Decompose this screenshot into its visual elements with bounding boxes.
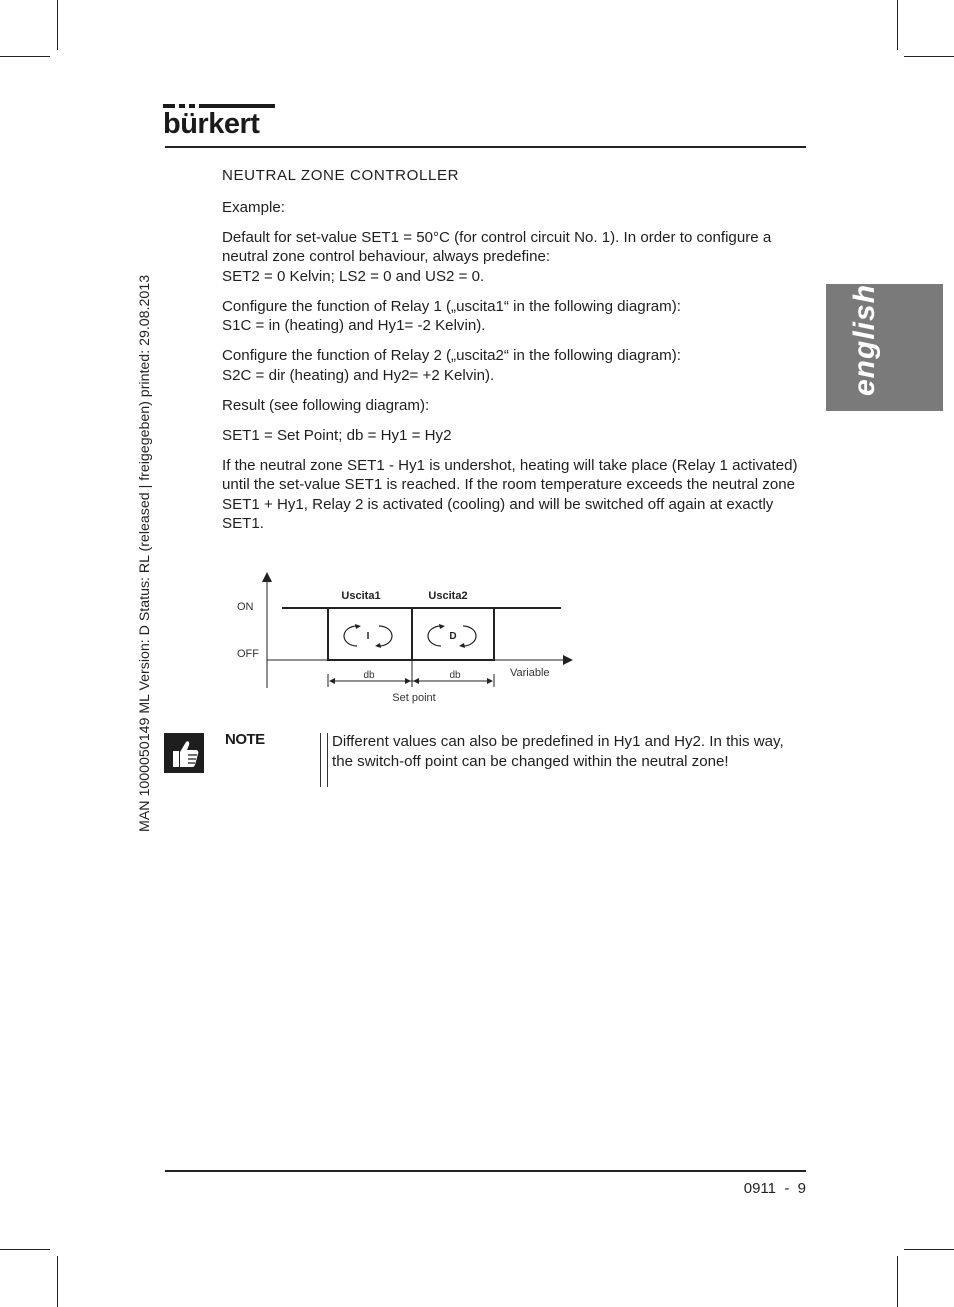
- language-label: english: [848, 283, 881, 396]
- result-formula: SET1 = Set Point; db = Hy1 = Hy2: [222, 426, 452, 444]
- paragraph-relay1-values: S1C = in (heating) and Hy1= -2 Kelvin).: [222, 317, 486, 334]
- x-axis-label: Variable: [510, 667, 550, 679]
- relay1-zone: [328, 608, 412, 660]
- paragraph-explanation: If the neutral zone SET1 - Hy1 is undershot, heating will take place (Relay 1 activated) until the set-value SET1 is reached. If the room temperature exceeds the neutral zone SET1 + Hy1, Relay 2 is activated (cooling) and will be switched off again at exactly SET1.: [222, 456, 798, 532]
- brand-name: bürkert: [163, 108, 260, 140]
- note-text: Different values can also be predefined in Hy1 and Hy2. In this way, the switch-off point can be changed within the neutral zone!: [332, 733, 784, 770]
- thumbs-up-icon: [164, 733, 204, 773]
- crop-mark: [897, 1256, 898, 1307]
- setpoint-label: Set point: [392, 692, 436, 704]
- page-number: 0911 - 9: [743, 1180, 806, 1197]
- paragraph-default-values: SET2 = 0 Kelvin; LS2 = 0 and US2 = 0.: [222, 267, 485, 285]
- paragraph-relay1-text: Configure the function of Relay 1 („uscita1“ in the following diagram):: [222, 297, 681, 315]
- mode2-symbol: D: [449, 631, 457, 642]
- db2-label: db: [449, 670, 461, 681]
- db-arrow: [329, 678, 335, 684]
- off-label: OFF: [237, 648, 259, 660]
- output2-label: Uscita2: [428, 590, 468, 602]
- brand-logo: [163, 104, 275, 142]
- note-divider: [320, 733, 321, 787]
- result-label: Result (see following diagram):: [222, 396, 430, 414]
- crop-mark: [904, 56, 954, 57]
- db-arrow: [405, 678, 411, 684]
- paragraph-relay1: [222, 297, 802, 336]
- paragraph-default: [222, 228, 802, 287]
- section-heading: NEUTRAL ZONE CONTROLLER: [222, 167, 460, 184]
- paragraph-relay2-values: S2C = dir (heating) and Hy2= +2 Kelvin).: [222, 366, 495, 384]
- paragraph-relay2: [222, 346, 802, 385]
- output1-label: Uscita1: [341, 590, 381, 602]
- main-content: [222, 166, 802, 544]
- db-arrow: [487, 678, 493, 684]
- crop-mark: [0, 56, 50, 57]
- crop-mark: [0, 1249, 50, 1250]
- neutral-zone-diagram: [225, 566, 585, 716]
- x-axis-arrow: [563, 655, 573, 665]
- language-tab: [826, 284, 943, 411]
- paragraph-default-text: Default for set-value SET1 = 50°C (for control circuit No. 1). In order to configure a neutral zone control behaviour, always predefine:: [222, 228, 772, 265]
- db1-label: db: [363, 670, 375, 681]
- on-label: ON: [237, 601, 254, 613]
- note-label: NOTE: [225, 731, 265, 748]
- crop-mark: [57, 1256, 58, 1307]
- db-arrow: [413, 678, 419, 684]
- footer-rule: [165, 1170, 806, 1172]
- header-rule: [165, 146, 806, 148]
- y-axis-arrow: [262, 572, 272, 582]
- crop-mark: [57, 0, 58, 50]
- note-divider: [327, 733, 328, 787]
- paragraph-relay2-text: Configure the function of Relay 2 („uscita2“ in the following diagram):: [222, 347, 681, 364]
- crop-mark: [904, 1249, 954, 1250]
- mode1-symbol: I: [366, 631, 370, 642]
- crop-mark: [897, 0, 898, 50]
- example-label: Example:: [222, 198, 285, 216]
- document-status-text: MAN 1000050149 ML Version: D Status: RL (released | freigegeben) printed: 29.08.2013: [137, 274, 153, 832]
